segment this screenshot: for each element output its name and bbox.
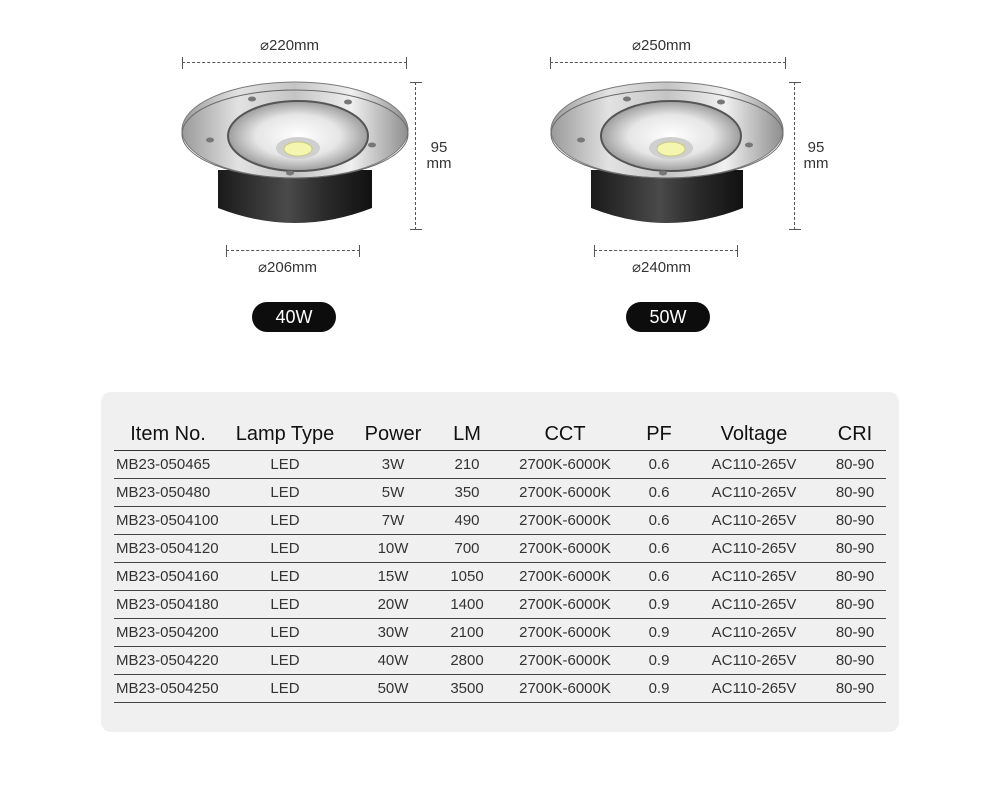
cell-voltage: AC110-265V — [684, 450, 824, 478]
column-header-lm: LM — [438, 420, 496, 450]
cell-cct: 2700K-6000K — [496, 618, 634, 646]
column-header-power: Power — [348, 420, 438, 450]
cell-pf: 0.9 — [634, 646, 684, 674]
table-row — [114, 646, 886, 674]
cell-lamp-type: LED — [222, 646, 348, 674]
cell-cct: 2700K-6000K — [496, 534, 634, 562]
cell-lamp-type: LED — [222, 478, 348, 506]
cell-pf: 0.6 — [634, 562, 684, 590]
table-row — [114, 478, 886, 506]
cell-voltage: AC110-265V — [684, 674, 824, 702]
cell-cct: 2700K-6000K — [496, 646, 634, 674]
cell-item-no: MB23-0504180 — [114, 590, 222, 618]
cell-power: 50W — [348, 674, 438, 702]
table-row — [114, 562, 886, 590]
top-diameter-label: ⌀220mm — [260, 37, 320, 54]
cell-voltage: AC110-265V — [684, 618, 824, 646]
cell-cri: 80-90 — [824, 478, 886, 506]
cell-power: 5W — [348, 478, 438, 506]
table-row — [114, 674, 886, 702]
cell-power: 3W — [348, 450, 438, 478]
table-header-row — [114, 420, 886, 450]
cell-pf: 0.9 — [634, 674, 684, 702]
cell-cct: 2700K-6000K — [496, 506, 634, 534]
top-diameter-line — [550, 62, 786, 63]
cell-lm: 1050 — [438, 562, 496, 590]
spec-table-panel — [101, 392, 899, 732]
cell-power: 10W — [348, 534, 438, 562]
wattage-badge: 50W — [626, 302, 710, 332]
cell-lm: 3500 — [438, 674, 496, 702]
cell-item-no: MB23-0504250 — [114, 674, 222, 702]
column-header-lamp-type: Lamp Type — [222, 420, 348, 450]
height-unit: mm — [803, 155, 829, 172]
height-line — [794, 82, 795, 230]
cell-cri: 80-90 — [824, 450, 886, 478]
cell-lm: 350 — [438, 478, 496, 506]
top-diameter-line — [182, 62, 407, 63]
cell-lamp-type: LED — [222, 450, 348, 478]
top-diameter-label: ⌀250mm — [632, 37, 692, 54]
cell-voltage: AC110-265V — [684, 590, 824, 618]
height-value: 95 — [807, 139, 825, 156]
table-row — [114, 506, 886, 534]
cell-lamp-type: LED — [222, 534, 348, 562]
table-row — [114, 450, 886, 478]
lamp-image-50w — [549, 78, 785, 234]
cell-cri: 80-90 — [824, 506, 886, 534]
cell-pf: 0.6 — [634, 450, 684, 478]
table-row — [114, 534, 886, 562]
cell-cri: 80-90 — [824, 562, 886, 590]
cell-item-no: MB23-050480 — [114, 478, 222, 506]
height-label — [424, 140, 454, 172]
column-header-cri: CRI — [824, 420, 886, 450]
spec-table — [114, 420, 886, 703]
cell-pf: 0.6 — [634, 506, 684, 534]
table-row — [114, 590, 886, 618]
cell-lamp-type: LED — [222, 674, 348, 702]
column-header-pf: PF — [634, 420, 684, 450]
cell-item-no: MB23-0504160 — [114, 562, 222, 590]
cell-cct: 2700K-6000K — [496, 450, 634, 478]
bottom-diameter-label: ⌀240mm — [632, 259, 692, 276]
column-header-cct: CCT — [496, 420, 634, 450]
column-header-voltage: Voltage — [684, 420, 824, 450]
cell-voltage: AC110-265V — [684, 562, 824, 590]
cell-cct: 2700K-6000K — [496, 590, 634, 618]
cell-lm: 2800 — [438, 646, 496, 674]
cell-power: 30W — [348, 618, 438, 646]
cell-cct: 2700K-6000K — [496, 478, 634, 506]
cell-cri: 80-90 — [824, 618, 886, 646]
cell-pf: 0.6 — [634, 478, 684, 506]
height-value: 95 — [430, 139, 448, 156]
cell-power: 7W — [348, 506, 438, 534]
cell-voltage: AC110-265V — [684, 534, 824, 562]
table-row — [114, 618, 886, 646]
cell-lm: 700 — [438, 534, 496, 562]
cell-lm: 210 — [438, 450, 496, 478]
cell-pf: 0.9 — [634, 590, 684, 618]
table-body — [114, 450, 886, 702]
cell-power: 40W — [348, 646, 438, 674]
cell-pf: 0.9 — [634, 618, 684, 646]
cell-cri: 80-90 — [824, 674, 886, 702]
cell-lm: 490 — [438, 506, 496, 534]
bottom-diameter-line — [594, 250, 738, 251]
column-header-item-no: Item No. — [114, 420, 222, 450]
cell-item-no: MB23-0504200 — [114, 618, 222, 646]
height-line — [415, 82, 416, 230]
cell-voltage: AC110-265V — [684, 646, 824, 674]
bottom-diameter-line — [226, 250, 360, 251]
cell-item-no: MB23-0504120 — [114, 534, 222, 562]
cell-lamp-type: LED — [222, 562, 348, 590]
cell-cri: 80-90 — [824, 646, 886, 674]
height-label — [801, 140, 831, 172]
wattage-badge: 40W — [252, 302, 336, 332]
cell-power: 20W — [348, 590, 438, 618]
cell-lamp-type: LED — [222, 506, 348, 534]
cell-cct: 2700K-6000K — [496, 674, 634, 702]
cell-power: 15W — [348, 562, 438, 590]
cell-cct: 2700K-6000K — [496, 562, 634, 590]
cell-item-no: MB23-0504220 — [114, 646, 222, 674]
cell-lm: 2100 — [438, 618, 496, 646]
cell-item-no: MB23-050465 — [114, 450, 222, 478]
cell-lamp-type: LED — [222, 590, 348, 618]
cell-item-no: MB23-0504100 — [114, 506, 222, 534]
cell-voltage: AC110-265V — [684, 506, 824, 534]
lamp-image-40w — [180, 78, 410, 234]
cell-cri: 80-90 — [824, 590, 886, 618]
height-unit: mm — [426, 155, 452, 172]
cell-lm: 1400 — [438, 590, 496, 618]
bottom-diameter-label: ⌀206mm — [258, 259, 318, 276]
cell-pf: 0.6 — [634, 534, 684, 562]
cell-lamp-type: LED — [222, 618, 348, 646]
cell-cri: 80-90 — [824, 534, 886, 562]
cell-voltage: AC110-265V — [684, 478, 824, 506]
